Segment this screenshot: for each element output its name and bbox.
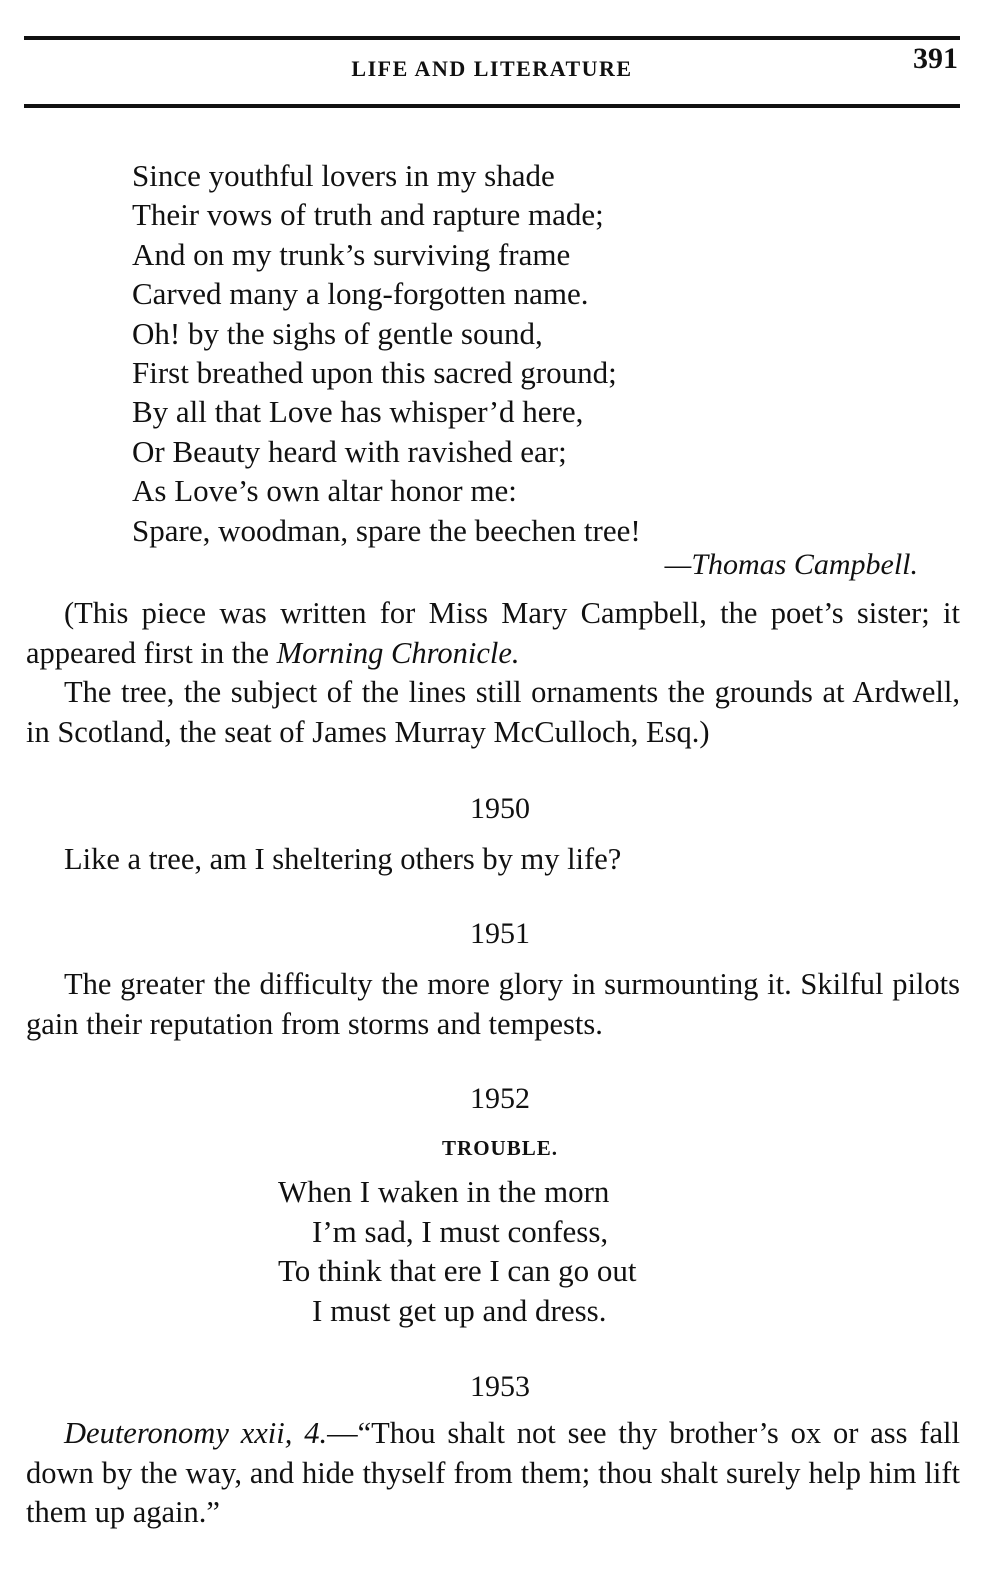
- verse-line: When I waken in the morn: [278, 1174, 610, 1209]
- entry-title-1952: TROUBLE.: [442, 1136, 558, 1160]
- entry-number-1953: 1953: [470, 1370, 530, 1403]
- entry-text-1953: [26, 1414, 960, 1533]
- poem-attribution: —Thomas Campbell.: [664, 548, 918, 581]
- entry-number-1950: 1950: [470, 792, 530, 825]
- verse-line: I’m sad, I must confess,: [312, 1213, 609, 1249]
- editor-note-paragraph: [26, 594, 960, 673]
- poem-line: Their vows of truth and rapture made;: [132, 197, 604, 233]
- header-rule-top: [24, 36, 960, 40]
- entry-text-1950: Like a tree, am I sheltering others by my life?: [64, 842, 622, 876]
- entry-text-1951: The greater the difficulty the more glory in surmounting it. Skilful pilots gain their reputation from storms and tempests.: [26, 967, 960, 1041]
- poem-line: Oh! by the sighs of gentle sound,: [132, 315, 543, 351]
- newspaper-title: Morning Chronicle.: [276, 635, 520, 670]
- editor-note-text: (This piece was written for Miss Mary Campbell, the poet’s sister; it appeared first in the: [26, 596, 960, 670]
- poem-line: And on my trunk’s surviving frame: [132, 236, 571, 272]
- header-rule-bottom: [24, 104, 960, 108]
- poem-line: First breathed upon this sacred ground;: [132, 354, 617, 390]
- running-title: LIFE AND LITERATURE: [351, 56, 633, 81]
- entry-number-1951: 1951: [470, 917, 530, 950]
- poem-line: By all that Love has whisper’d here,: [132, 394, 584, 430]
- poem-line: As Love’s own altar honor me:: [132, 473, 517, 509]
- verse-line: To think that ere I can go out: [278, 1253, 637, 1288]
- entry-number-1952: 1952: [470, 1082, 530, 1115]
- scripture-quote: —“Thou shalt not see thy brother’s ox or ass fall down by the way, and hide thyself from them; thou shalt surely help him lift them up again.”: [26, 1416, 960, 1529]
- verse-stanza-1952: [278, 1172, 798, 1330]
- poem-stanza: [132, 156, 932, 550]
- poem-line: Or Beauty heard with ravished ear;: [132, 433, 567, 469]
- poem-line: Since youthful lovers in my shade: [132, 158, 555, 193]
- page-number: 391: [913, 42, 958, 75]
- poem-line: Carved many a long-forgotten name.: [132, 276, 589, 312]
- scripture-reference: Deuteronomy xxii, 4.: [64, 1416, 328, 1450]
- verse-line: I must get up and dress.: [312, 1292, 607, 1328]
- editor-note-paragraph-2: The tree, the subject of the lines still ornaments the grounds at Ardwell, in Scotland, the seat of James Murray McCulloch, Esq.): [26, 675, 960, 749]
- poem-line: Spare, woodman, spare the beechen tree!: [132, 512, 641, 548]
